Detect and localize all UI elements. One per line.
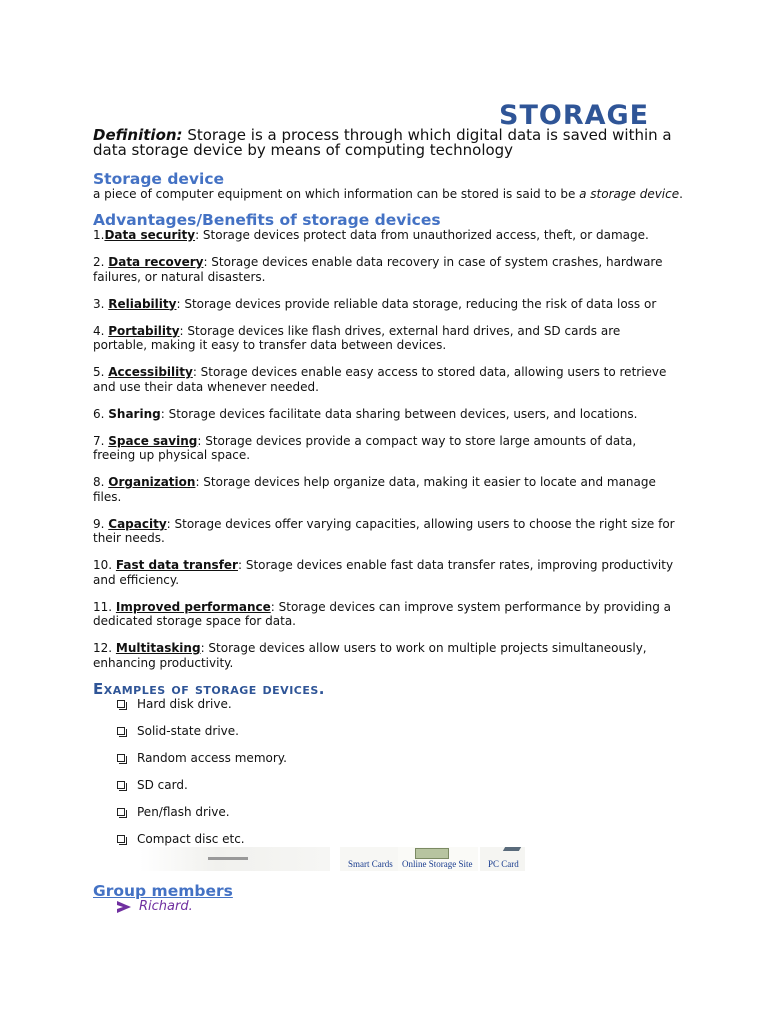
member-name: Richard.	[139, 899, 193, 914]
advantage-text: : Storage devices can improve system performance by providing a dedicated storage space for data.	[93, 599, 672, 628]
storage-device-paragraph	[93, 187, 683, 201]
storage-device-term: a storage device	[579, 187, 680, 201]
storage-image-strip	[140, 847, 525, 871]
storage-device-end: .	[679, 187, 683, 201]
advantage-term: Sharing	[108, 406, 161, 421]
page-title: STORAGE	[499, 100, 650, 131]
advantage-text: : Storage devices like flash drives, external hard drives, and SD cards are portable, making it easy to transfer data between devices.	[93, 323, 621, 352]
advantage-number: 7.	[93, 433, 109, 448]
advantage-text: : Storage devices enable data recovery in case of system crashes, hardware failures, or natural disasters.	[93, 255, 663, 284]
checkbox-bullet-icon	[117, 835, 125, 843]
advantage-item	[93, 228, 678, 243]
advantage-text: : Storage devices enable fast data transfer rates, improving productivity and efficiency.	[93, 558, 674, 587]
group-member	[117, 899, 193, 914]
advantage-text: : Storage devices facilitate data sharing between devices, users, and locations.	[160, 406, 638, 421]
example-label: Random access memory.	[137, 751, 287, 765]
example-label: Solid-state drive.	[137, 724, 239, 738]
advantage-number: 11.	[93, 599, 116, 614]
advantage-term: Data recovery	[108, 255, 204, 269]
advantage-number: 1.	[93, 228, 105, 242]
advantage-text: : Storage devices enable easy access to stored data, allowing users to retrieve and use their data whenever needed.	[93, 365, 667, 394]
advantage-term: Data security	[104, 228, 196, 242]
advantage-number: 9.	[93, 516, 109, 531]
advantage-term: Capacity	[108, 516, 167, 531]
advantage-item	[93, 600, 678, 629]
advantages-list	[93, 228, 678, 683]
smart-card-image	[340, 847, 398, 871]
advantage-text: : Storage devices provide reliable data storage, reducing the risk of data loss or	[176, 296, 657, 311]
advantage-number: 4.	[93, 323, 109, 338]
advantage-item	[93, 255, 678, 284]
checkbox-bullet-icon	[117, 781, 125, 789]
advantage-item	[93, 475, 678, 504]
advantage-item	[93, 558, 678, 587]
checkbox-bullet-icon	[117, 727, 125, 735]
advantage-number: 12.	[93, 641, 116, 655]
advantage-text: : Storage devices provide a compact way to store large amounts of data, freeing up physical space.	[93, 433, 637, 462]
advantage-term: Accessibility	[108, 365, 193, 379]
advantage-term: Multitasking	[115, 641, 201, 655]
advantage-item	[93, 407, 678, 422]
smart-cards-label: Smart Cards	[348, 859, 393, 869]
advantage-text: : Storage devices offer varying capacities, allowing users to choose the right size for their needs.	[93, 516, 675, 545]
list-item	[117, 778, 287, 805]
advantage-number: 2.	[93, 255, 109, 269]
faded-image	[140, 847, 330, 871]
example-label: SD card.	[137, 778, 188, 792]
definition-text: Storage is a process through which digital data is saved within a data storage device by means of computing technology	[93, 126, 672, 159]
advantage-text: : Storage devices help organize data, making it easier to locate and manage files.	[93, 475, 656, 504]
examples-heading: Examples of storage devices.	[93, 680, 325, 698]
list-item	[117, 697, 287, 724]
advantage-number: 5.	[93, 365, 109, 379]
arrow-bullet-icon	[117, 901, 131, 913]
list-item	[117, 805, 287, 832]
group-members-heading: Group members	[93, 882, 233, 900]
definition-label: Definition:	[93, 126, 183, 144]
online-storage-image	[398, 847, 478, 871]
illegible-caption-image	[208, 857, 248, 860]
advantage-term: Space saving	[108, 433, 198, 448]
advantage-number: 6.	[93, 406, 109, 421]
checkbox-bullet-icon	[117, 754, 125, 762]
advantage-item	[93, 297, 678, 312]
advantage-term: Organization	[108, 475, 196, 489]
storage-device-heading: Storage device	[93, 170, 225, 188]
advantage-text: : Storage devices protect data from unauthorized access, theft, or damage.	[195, 228, 649, 242]
advantage-term: Improved performance	[115, 599, 271, 614]
definition-paragraph	[93, 128, 673, 158]
checkbox-bullet-icon	[117, 808, 125, 816]
advantage-number: 3.	[93, 296, 109, 311]
advantage-term: Fast data transfer	[115, 558, 238, 572]
example-label: Hard disk drive.	[137, 697, 232, 711]
advantage-item	[93, 434, 678, 463]
advantage-text: : Storage devices allow users to work on multiple projects simultaneously, enhancing productivity.	[93, 641, 647, 670]
storage-device-text: a piece of computer equipment on which information can be stored is said to be	[93, 187, 580, 201]
advantage-item	[93, 517, 678, 546]
advantage-term: Reliability	[108, 296, 177, 311]
list-item	[117, 751, 287, 778]
example-label: Pen/flash drive.	[137, 805, 230, 819]
example-label: Compact disc etc.	[137, 832, 245, 846]
pc-card-label: PC Card	[488, 859, 519, 869]
advantage-item	[93, 641, 678, 670]
pc-card-icon	[503, 847, 521, 851]
examples-list	[117, 697, 287, 859]
advantage-item	[93, 365, 678, 394]
online-storage-label: Online Storage Site	[402, 859, 473, 869]
checkbox-bullet-icon	[117, 700, 125, 708]
advantage-item	[93, 324, 678, 353]
advantage-number: 8.	[93, 475, 109, 489]
list-item	[117, 724, 287, 751]
storage-site-icon	[415, 848, 449, 859]
advantages-heading: Advantages/Benefits of storage devices	[93, 211, 441, 229]
advantage-number: 10.	[93, 558, 116, 572]
pc-card-image	[480, 847, 525, 871]
advantage-term: Portability	[108, 323, 180, 338]
